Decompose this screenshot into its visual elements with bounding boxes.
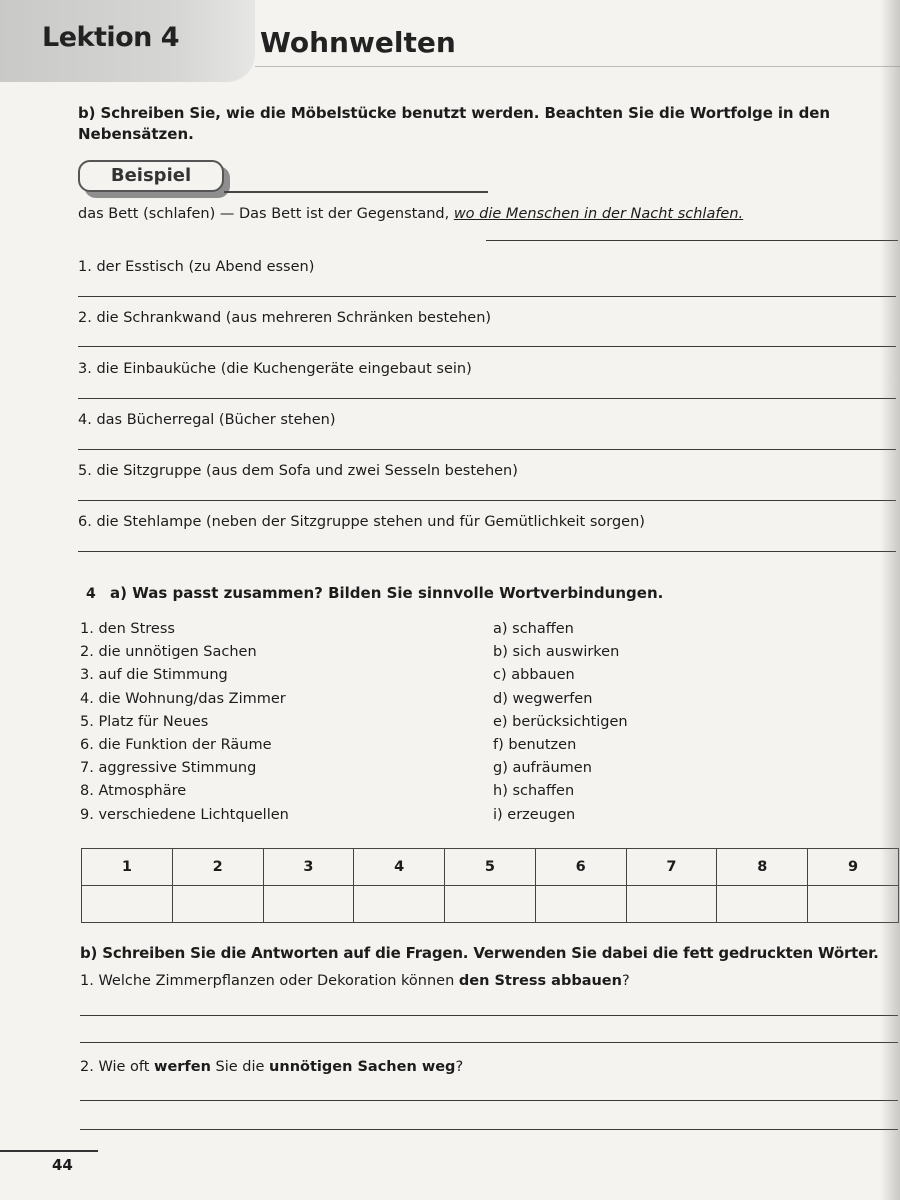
ex4b-instruction: b) Schreiben Sie die Antworten auf die Fragen. Verwenden Sie dabei die fett gedruckten Wörter.	[80, 944, 879, 962]
grid-number: 8	[717, 849, 808, 886]
match-left-item: 7. aggressive Stimmung	[80, 760, 257, 777]
answer-line-1[interactable]	[78, 296, 896, 297]
match-right-item: g) aufräumen	[493, 760, 592, 777]
grid-number: 4	[354, 849, 445, 886]
grid-answer-cell[interactable]	[263, 886, 354, 923]
grid-answer-cell[interactable]	[535, 886, 626, 923]
ex3b-instruction	[78, 103, 830, 145]
answer-line-4[interactable]	[78, 449, 896, 450]
match-right-item: h) schaffen	[493, 783, 575, 800]
ex3b-item-6: 6. die Stehlampe (neben der Sitzgruppe stehen und für Gemütlichkeit sorgen)	[78, 514, 645, 530]
match-right-item: a) schaffen	[493, 621, 574, 637]
grid-number: 3	[263, 849, 354, 886]
answer-line-6[interactable]	[78, 551, 896, 552]
page-number: 44	[52, 1156, 73, 1174]
answer-line-2[interactable]	[78, 346, 896, 347]
q1-end: ?	[621, 973, 630, 989]
match-right-item: e) berücksichtigen	[493, 713, 628, 730]
answer-line-5[interactable]	[78, 500, 896, 501]
grid-answer-cell[interactable]	[717, 886, 808, 923]
page-title: Wohnwelten	[260, 26, 456, 59]
ex3b-item-5: 5. die Sitzgruppe (aus dem Sofa und zwei Sesseln bestehen)	[78, 463, 518, 479]
ex3b-item-3: 3. die Einbauküche (die Kuchengeräte eingebaut sein)	[78, 361, 472, 377]
page-edge-shadow	[880, 0, 900, 1200]
ex4b-question-2	[80, 1059, 463, 1075]
q1-text: 1. Welche Zimmerpflanzen oder Dekoration können	[80, 973, 455, 989]
match-left-item: 1. den Stress	[80, 621, 175, 637]
page-number-rule	[0, 1150, 98, 1152]
ex3b-item-2: 2. die Schrankwand (aus mehreren Schränken bestehen)	[78, 310, 492, 326]
beispiel-label: Beispiel	[78, 160, 224, 192]
example-answer-line	[486, 240, 898, 241]
match-right-item: d) wegwerfen	[493, 690, 593, 707]
match-right-item: c) abbauen	[493, 667, 575, 684]
match-left-item: 8. Atmosphäre	[80, 783, 187, 800]
match-right-item: f) benutzen	[493, 736, 577, 753]
ex4a-instruction: a) Was passt zusammen? Bilden Sie sinnvolle Wortverbindungen.	[110, 584, 664, 602]
answer-grid-answer-row	[82, 886, 899, 923]
match-left-item: 5. Platz für Neues	[80, 713, 209, 730]
grid-number: 1	[82, 849, 173, 886]
ex3b-instruction-line1: b) Schreiben Sie, wie die Möbelstücke benutzt werden. Beachten Sie die Wortfolge in den	[78, 104, 830, 122]
q2-answer-line-1[interactable]	[80, 1100, 898, 1101]
match-left-item: 2. die unnötigen Sachen	[80, 644, 257, 661]
q1-answer-line-2[interactable]	[80, 1042, 898, 1043]
q2-bold-a: werfen	[154, 1059, 211, 1075]
answer-grid-header-row	[82, 849, 899, 886]
q1-answer-line-1[interactable]	[80, 1015, 898, 1016]
grid-answer-cell[interactable]	[445, 886, 536, 923]
grid-number: 7	[626, 849, 717, 886]
lesson-label: Lektion 4	[42, 22, 180, 53]
match-left-item: 4. die Wohnung/das Zimmer	[80, 690, 286, 707]
q1-bold: den Stress abbauen	[458, 973, 622, 989]
grid-answer-cell[interactable]	[82, 886, 173, 923]
q2-answer-line-2[interactable]	[80, 1129, 898, 1130]
ex4b-question-1	[80, 973, 630, 989]
match-right-column	[493, 621, 628, 830]
grid-answer-cell[interactable]	[354, 886, 445, 923]
match-left-column	[80, 621, 289, 830]
answer-grid	[81, 848, 899, 923]
exercise-number: 4	[86, 586, 96, 602]
q2-text-a: 2. Wie oft	[80, 1059, 150, 1075]
grid-number: 9	[808, 849, 899, 886]
q2-end: ?	[455, 1059, 464, 1075]
ex3b-item-4: 4. das Bücherregal (Bücher stehen)	[78, 412, 336, 428]
ex3b-instruction-line2: Nebensätzen.	[78, 125, 194, 143]
match-right-item: i) erzeugen	[493, 806, 576, 823]
match-left-item: 9. verschiedene Lichtquellen	[80, 806, 289, 823]
header-rule	[255, 66, 900, 67]
ex3b-item-1: 1. der Esstisch (zu Abend essen)	[78, 259, 315, 275]
answer-line-3[interactable]	[78, 398, 896, 399]
grid-number: 2	[172, 849, 263, 886]
grid-number: 6	[535, 849, 626, 886]
example-prefix: das Bett (schlafen) — Das Bett ist der Gegenstand,	[78, 206, 450, 222]
grid-number: 5	[445, 849, 536, 886]
match-right-item: b) sich auswirken	[493, 644, 620, 661]
match-left-item: 6. die Funktion der Räume	[80, 736, 272, 753]
beispiel-rule	[224, 191, 488, 193]
example-answer: wo die Menschen in der Nacht schlafen.	[453, 206, 744, 222]
grid-answer-cell[interactable]	[626, 886, 717, 923]
q2-bold-b: unnötigen Sachen weg	[269, 1059, 456, 1075]
match-left-item: 3. auf die Stimmung	[80, 667, 228, 684]
q2-text-b: Sie die	[215, 1059, 265, 1075]
example-sentence	[78, 206, 743, 222]
grid-answer-cell[interactable]	[172, 886, 263, 923]
